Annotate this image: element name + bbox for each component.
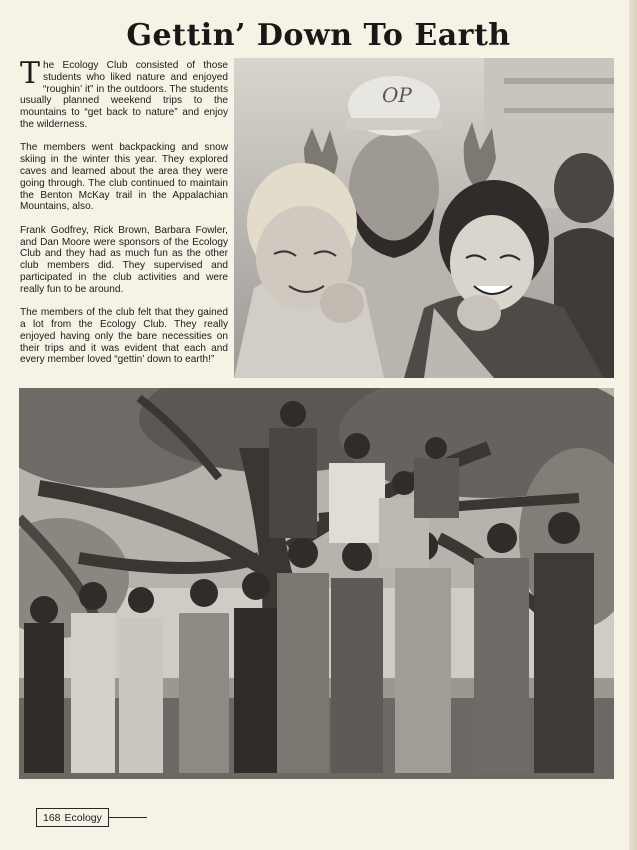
- page-footer: [36, 808, 147, 827]
- club-group-photo: [19, 388, 614, 779]
- page-edge: [629, 0, 637, 850]
- members-closeup-illustration: [234, 58, 614, 378]
- folio-box: [36, 808, 109, 827]
- paragraph-1: [20, 56, 228, 131]
- club-group-illustration: [19, 388, 614, 779]
- cap-logo-text: OP: [382, 83, 412, 107]
- members-closeup-photo: [234, 58, 614, 378]
- paragraph-1-text: he Ecology Club consisted of those students who liked nature and enjoyed “roughin’ it” in the outdoors. The students usually planned weekend trips to the mountains to “get back to nature” and enjoy the wilderness.: [20, 60, 228, 130]
- paragraph-2: The members went backpacking and snow skiing in the winter this year. They explored caves and learned about the area they were going through. The club continued to maintain the Benton McKay trail in the Appalachian Mountains, also.: [20, 142, 228, 213]
- article-body: [20, 56, 228, 378]
- page-number: 168: [43, 811, 61, 824]
- paragraph-3: Frank Godfrey, Rick Brown, Barbara Fowler, and Dan Moore were sponsors of the Ecology Club and they had as much fun as the other club members did. They supervised and participated in the club activities and were really fun to be around.: [20, 224, 228, 295]
- folio-rule: [109, 817, 147, 818]
- section-name: Ecology: [64, 811, 102, 824]
- paragraph-4: The members of the club felt that they gained a lot from the Ecology Club. They really enjoyed having only the bare necessities on their trips and it was evident that each and every member loved “gettin’ down to earth!”: [20, 307, 228, 366]
- page-title: Gettin’ Down To Earth: [126, 18, 511, 53]
- drop-cap: T: [20, 56, 41, 91]
